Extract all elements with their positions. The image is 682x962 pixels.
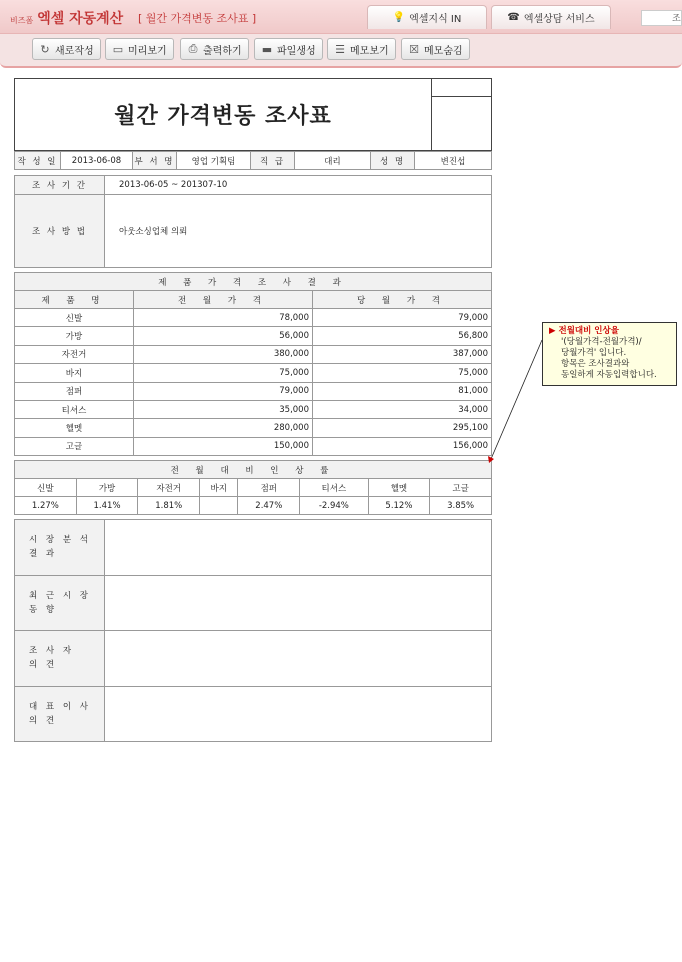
print-icon: ⎙ <box>188 42 198 55</box>
increase-header: 점퍼 <box>238 479 300 497</box>
col-product-header: 제 품 명 <box>15 291 134 309</box>
phone-icon: ☎ <box>507 12 520 23</box>
prev-price[interactable]: 75,000 <box>134 364 313 382</box>
curr-price[interactable]: 56,800 <box>313 327 492 345</box>
label-line1: 시 장 분 석 <box>29 535 91 546</box>
button-label: 파일생성 <box>277 45 316 57</box>
product-name[interactable]: 점퍼 <box>15 382 134 400</box>
product-name[interactable]: 고글 <box>15 437 134 455</box>
name-value[interactable]: 변진섭 <box>415 152 492 170</box>
note-line4: 동일하게 자동입력합니다. <box>561 370 657 380</box>
period-value[interactable]: 2013-06-05 ~ 201307-10 <box>105 176 492 195</box>
increase-value: 1.81% <box>138 497 200 515</box>
note-heading: ▶ 전월대비 인상율 <box>549 326 619 336</box>
label-line2: 의 견 <box>29 660 58 671</box>
bulb-icon: 💡 <box>392 12 406 23</box>
col-prev-header: 전 월 가 격 <box>134 291 313 309</box>
increase-section-title: 전 월 대 비 인 상 률 <box>15 461 492 479</box>
rank-value[interactable]: 대리 <box>295 152 371 170</box>
product-name[interactable]: 티셔스 <box>15 400 134 418</box>
increase-header: 바지 <box>200 479 238 497</box>
prev-price[interactable]: 280,000 <box>134 419 313 437</box>
button-label: 메모보기 <box>350 45 389 57</box>
curr-price[interactable]: 81,000 <box>313 382 492 400</box>
note-line2: 당월가격' 입니다. <box>561 348 627 358</box>
close-memo-icon: ☒ <box>409 42 419 56</box>
monitor-icon: ▭ <box>112 42 124 56</box>
product-name[interactable]: 자전거 <box>15 345 134 363</box>
prev-price[interactable]: 78,000 <box>134 309 313 327</box>
tab-label: 엑셀상담 서비스 <box>523 14 595 25</box>
curr-price[interactable]: 156,000 <box>313 437 492 455</box>
button-label: 출력하기 <box>203 45 242 57</box>
folder-icon: ▬ <box>261 42 273 56</box>
product-name[interactable]: 헬멧 <box>15 419 134 437</box>
product-name[interactable]: 가방 <box>15 327 134 345</box>
label-line1: 최 근 시 장 <box>29 590 91 601</box>
page-title: 월간 가격변동 조사표 <box>114 104 332 129</box>
prev-price[interactable]: 150,000 <box>134 437 313 455</box>
increase-value: 1.27% <box>15 497 77 515</box>
increase-value: 3.85% <box>430 497 492 515</box>
label-line2: 의 견 <box>29 715 58 726</box>
label-line2: 결 과 <box>29 549 58 560</box>
button-label: 메모숨김 <box>424 45 463 57</box>
button-label: 새로작성 <box>55 45 94 57</box>
date-label: 작 성 일 <box>15 152 61 170</box>
prev-price[interactable]: 380,000 <box>134 345 313 363</box>
button-label: 미리보기 <box>128 45 167 57</box>
document-label: [ 월간 가격변동 조사표 ] <box>138 12 257 25</box>
increase-value: 5.12% <box>368 497 430 515</box>
increase-header: 티셔스 <box>300 479 368 497</box>
increase-header: 고글 <box>430 479 492 497</box>
period-label: 조 사 기 간 <box>15 176 105 195</box>
label-line1: 대 표 이 사 <box>29 701 91 712</box>
product-name[interactable]: 신발 <box>15 309 134 327</box>
results-section-title: 제 품 가 격 조 사 결 과 <box>15 273 492 291</box>
label-line1: 조 사 자 <box>29 646 75 657</box>
increase-header: 가방 <box>76 479 138 497</box>
col-curr-header: 당 월 가 격 <box>313 291 492 309</box>
note-line3: 항목은 조사결과와 <box>561 359 630 369</box>
refresh-icon: ↻ <box>40 42 50 56</box>
curr-price[interactable]: 75,000 <box>313 364 492 382</box>
rank-label: 직 급 <box>251 152 295 170</box>
curr-price[interactable]: 295,100 <box>313 419 492 437</box>
name-label: 성 명 <box>371 152 415 170</box>
increase-header: 자전거 <box>138 479 200 497</box>
search-input[interactable]: 조 <box>641 10 682 26</box>
label-line2: 동 향 <box>29 604 58 615</box>
method-value[interactable]: 아웃소싱업체 의뢰 <box>105 195 492 268</box>
date-value[interactable]: 2013-06-08 <box>61 152 133 170</box>
product-name[interactable]: 바지 <box>15 364 134 382</box>
curr-price[interactable]: 34,000 <box>313 400 492 418</box>
increase-header: 헬멧 <box>368 479 430 497</box>
dept-value[interactable]: 영업 기획팀 <box>177 152 251 170</box>
increase-value: 2.47% <box>238 497 300 515</box>
increase-header: 신발 <box>15 479 77 497</box>
dept-label: 부 서 명 <box>133 152 177 170</box>
increase-value: -2.94% <box>300 497 368 515</box>
note-line1: '(당월가격-전월가격)/ <box>561 337 642 347</box>
memo-icon: ☰ <box>335 42 345 56</box>
prev-price[interactable]: 35,000 <box>134 400 313 418</box>
memo-note <box>542 322 677 386</box>
brand-small: 비즈폼 <box>10 16 34 25</box>
prev-price[interactable]: 56,000 <box>134 327 313 345</box>
curr-price[interactable]: 79,000 <box>313 309 492 327</box>
tab-label: 엑셀지식 IN <box>409 14 462 25</box>
increase-value: 1.41% <box>76 497 138 515</box>
method-label: 조 사 방 법 <box>15 195 105 268</box>
brand-main: 엑셀 자동계산 <box>37 11 124 27</box>
prev-price[interactable]: 79,000 <box>134 382 313 400</box>
curr-price[interactable]: 387,000 <box>313 345 492 363</box>
